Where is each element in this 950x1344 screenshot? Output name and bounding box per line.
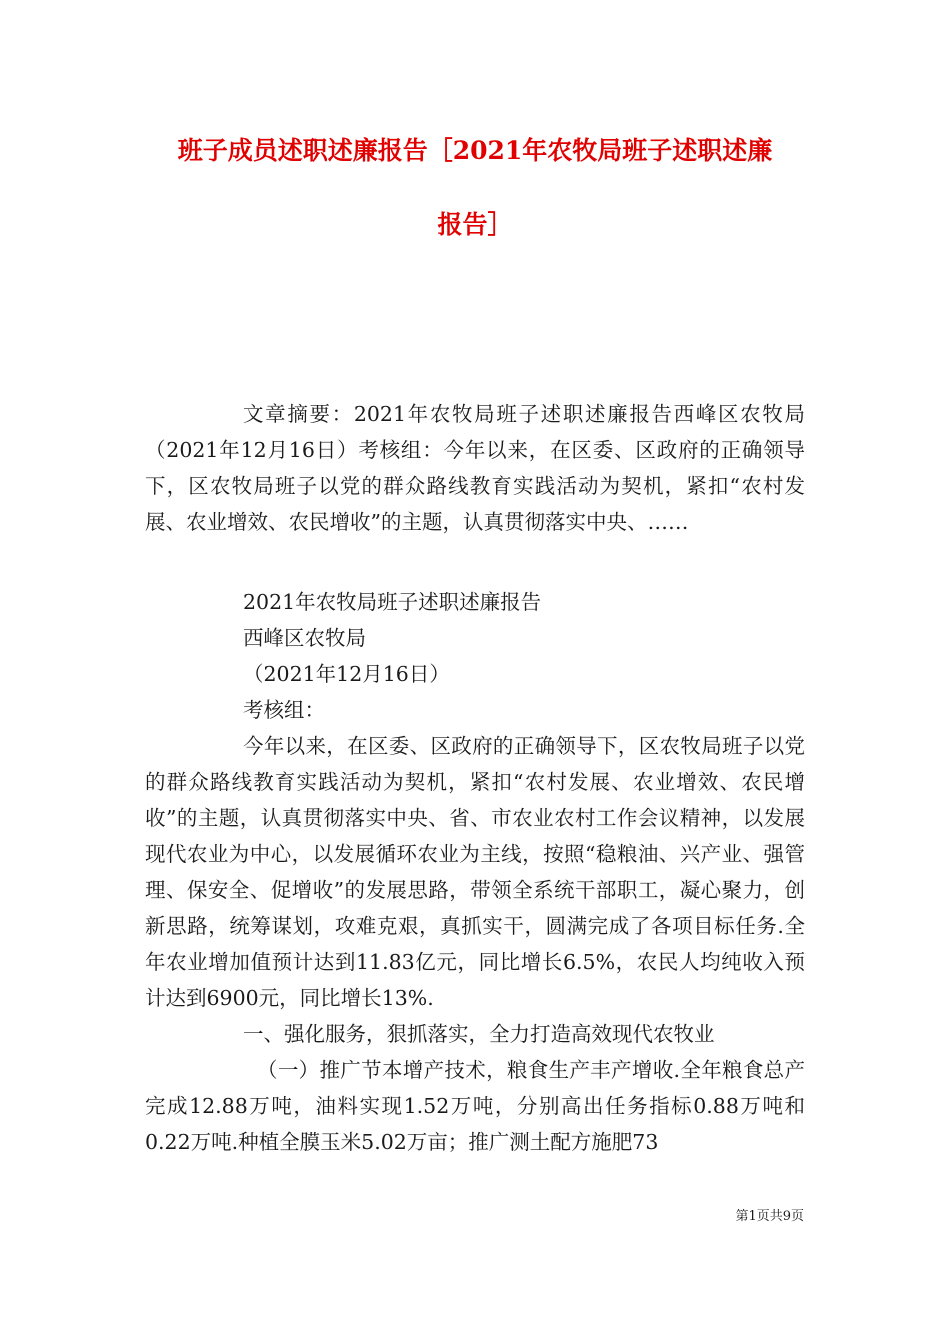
paragraph-intro: 今年以来，在区委、区政府的正确领导下，区农牧局班子以党的群众路线教育实践活动为契机，紧扣“农村发展、农业增效、农民增收”的主题，认真贯彻落实中央、省、市农业农村工作会议精神，以发展现代农业为中心，以发展循环农业为主线，按照“稳粮油、兴产业、强管理、保安全、促增收”的发展思路，带领全系统干部职工，凝心聚力，创新思路，统筹谋划，攻难克艰，真抓实干，圆满完成了各项目标任务.全年农业增加值预计达到11.83亿元，同比增长6.5%，农民人均纯收入预计达到6900元，同比增长13%. (145, 734, 805, 1010)
document-title-line-1: 班子成员述职述廉报告［2021年农牧局班子述职述廉 (177, 136, 773, 165)
page-number: 第1页共9页 (735, 1209, 804, 1224)
report-date: （2021年12月16日） (243, 662, 450, 686)
paragraph-grain-production: （一）推广节本增产技术，粮食生产丰产增收.全年粮食总产完成12.88万吨，油料实现1.52万吨，分别高出任务指标0.88万吨和0.22万吨.种植全膜玉米5.02万亩；推广测土配方施肥73 (145, 1058, 805, 1154)
document-title-line-2: 报告］ (437, 210, 513, 239)
salutation: 考核组： (243, 698, 325, 722)
organization: 西峰区农牧局 (243, 626, 366, 650)
main-body (145, 584, 805, 1160)
summary-block (145, 396, 805, 540)
report-title: 2021年农牧局班子述职述廉报告 (243, 590, 542, 614)
article-summary: 文章摘要：2021年农牧局班子述职述廉报告西峰区农牧局（2021年12月16日）考核组：今年以来，在区委、区政府的正确领导下，区农牧局班子以党的群众路线教育实践活动为契机，紧扣“农村发展、农业增效、农民增收”的主题，认真贯彻落实中央、…… (145, 402, 805, 534)
section-heading-1: 一、强化服务，狠抓落实，全力打造高效现代农牧业 (243, 1022, 715, 1046)
